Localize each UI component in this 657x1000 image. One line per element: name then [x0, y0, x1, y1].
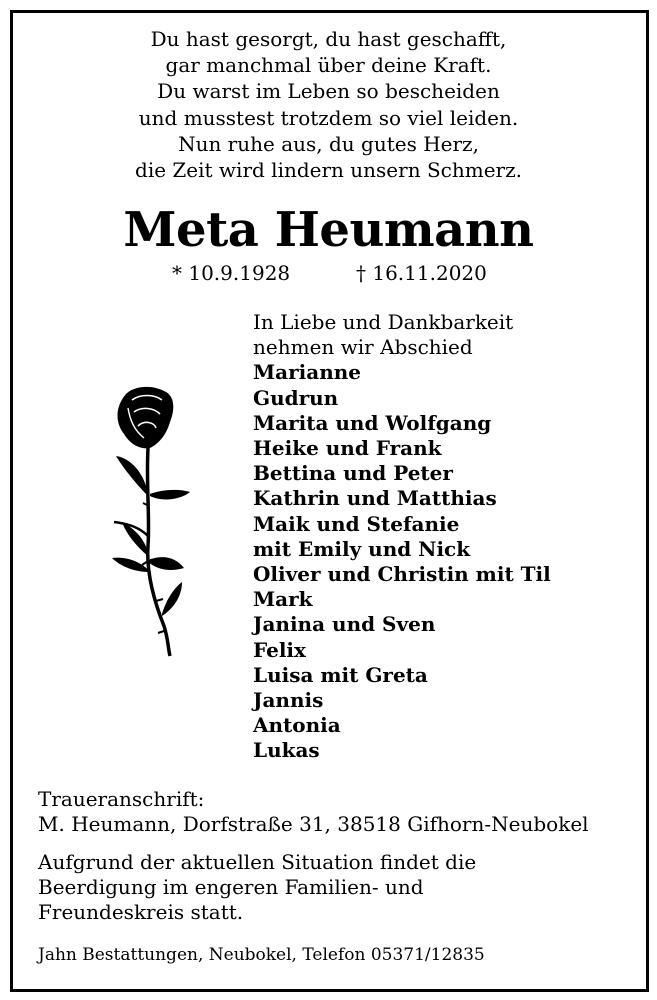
poem-line: die Zeit wird lindern unsern Schmerz. [135, 158, 522, 183]
family-member: Maik und Stefanie [253, 511, 460, 536]
family-member: Oliver und Christin mit Til [253, 562, 551, 587]
family-member: Mark [253, 587, 313, 612]
family-member: Felix [253, 637, 306, 662]
address-label: Traueranschrift: [38, 787, 205, 811]
poem [0, 26, 657, 183]
family-member: Heike und Frank [253, 436, 442, 461]
family-member: Marianne [253, 360, 361, 385]
family-member: Luisa mit Greta [253, 662, 428, 687]
family-list [253, 310, 551, 764]
poem-line: Du warst im Leben so bescheiden [157, 79, 500, 104]
notice-line: Beerdigung im engeren Familien- und [38, 875, 424, 899]
family-member: mit Emily und Nick [253, 536, 471, 561]
death-date: † 16.11.2020 [356, 261, 487, 285]
family-intro-line: In Liebe und Dankbarkeit [253, 310, 514, 334]
family-intro-line: nehmen wir Abschied [253, 335, 473, 360]
poem-line: und musstest trotzdem so viel leiden. [138, 105, 519, 130]
family-member: Gudrun [253, 385, 339, 410]
family-member: Lukas [253, 738, 320, 763]
address-value: M. Heumann, Dorfstraße 31, 38518 Gifhorn-Neubokel [38, 812, 589, 836]
mourning-address [38, 787, 589, 837]
funeral-notice [38, 850, 476, 925]
undertaker-info: Jahn Bestattungen, Neubokel, Telefon 05371/12835 [38, 945, 485, 965]
birth-date: * 10.9.1928 [172, 261, 291, 285]
deceased-name: Meta Heumann [123, 202, 534, 258]
poem-line: Nun ruhe aus, du gutes Herz, [178, 131, 479, 156]
poem-line: Du hast gesorgt, du hast geschafft, [150, 27, 507, 51]
notice-line: Freundeskreis statt. [38, 900, 244, 924]
family-member: Jannis [253, 688, 324, 713]
rose-icon [104, 386, 199, 658]
family-member: Bettina und Peter [253, 461, 453, 486]
poem-line: gar manchmal über deine Kraft. [165, 53, 492, 78]
family-member: Kathrin und Matthias [253, 486, 497, 511]
family-member: Marita und Wolfgang [253, 410, 492, 435]
notice-line: Aufgrund der aktuellen Situation findet die [38, 850, 477, 874]
family-member: Antonia [253, 713, 341, 738]
family-member: Janina und Sven [253, 612, 436, 637]
